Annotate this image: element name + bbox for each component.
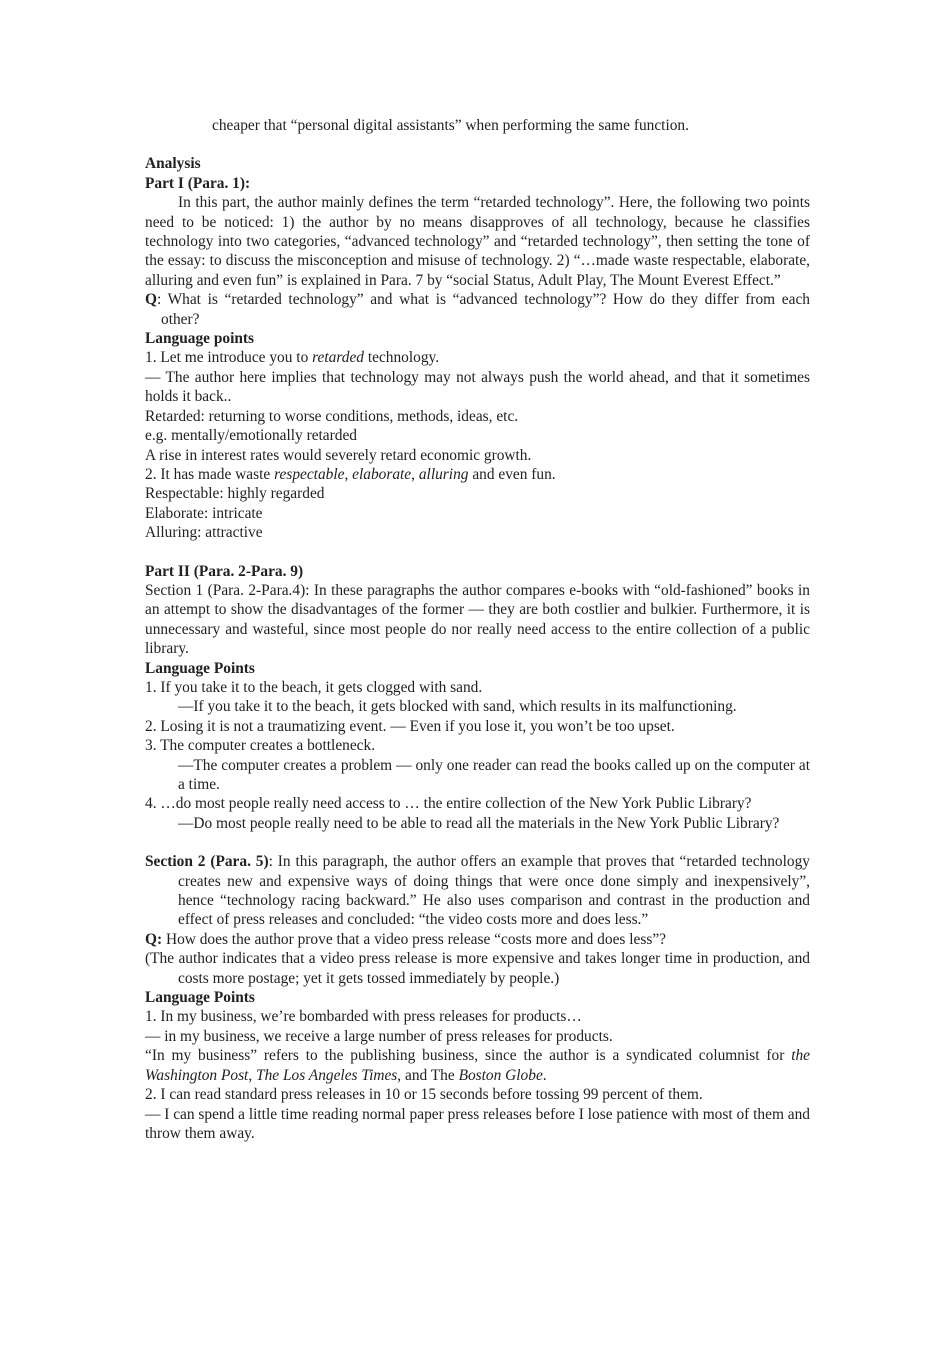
part1-question — [145, 290, 810, 329]
part1-lp2: 2. It has made waste respectable, elaborate, alluring and even fun. — [145, 465, 556, 483]
question-label: Q — [145, 291, 157, 309]
question-label: Q: — [145, 930, 163, 948]
question-text: How does the author prove that a video press release “costs more and does less”? — [162, 930, 666, 948]
section2-lp1-note: — in my business, we receive a large number of press releases for products. — [145, 1027, 613, 1045]
section2-label: Section 2 (Para. 5) — [145, 853, 269, 871]
part2-lp4-note: —Do most people really need to be able to read all the materials in the New York Public Library? — [178, 814, 780, 832]
section2-language-points-heading: Language Points — [145, 989, 255, 1007]
definition-alluring: Alluring: attractive — [145, 524, 263, 542]
section2-answer: (The author indicates that a video press release is more expensive and takes longer time in production, and costs more postage; yet it gets tossed immediately by people.) — [145, 950, 810, 987]
part1-lp1-example: e.g. mentally/emotionally retarded — [145, 427, 357, 445]
part1-lp1-definition: Retarded: returning to worse conditions, methods, ideas, etc. — [145, 407, 519, 425]
definition-elaborate: Elaborate: intricate — [145, 504, 263, 522]
part2-lp2: 2. Losing it is not a traumatizing event. — Even if you lose it, you won’t be too upset. — [145, 717, 675, 735]
analysis-heading: Analysis — [145, 155, 201, 173]
question-text: : What is “retarded technology” and what is “advanced technology”? How do they differ from each other? — [156, 291, 810, 328]
part1-language-points-heading: Language points — [145, 330, 255, 348]
section2-lp1-explanation: “In my business” refers to the publishing business, since the author is a syndicated columnist for the Washington Post, The Los Angeles Times, and The Boston Globe. — [145, 1047, 810, 1084]
section2-lp2: 2. I can read standard press releases in 10 or 15 seconds before tossing 99 percent of them. — [145, 1086, 703, 1104]
section2-lp1: 1. In my business, we’re bombarded with press releases for products… — [145, 1008, 582, 1026]
part2-lp4: 4. …do most people really need access to … the entire collection of the New York Public Library? — [145, 795, 752, 813]
part2-language-points-heading: Language Points — [145, 659, 255, 677]
part1-heading: Part I (Para. 1): — [145, 174, 251, 192]
section2-question — [145, 930, 810, 949]
section1-paragraph: Section 1 (Para. 2-Para.4): In these paragraphs the author compares e-books with “old-fashioned” books in an attempt to show the disadvantages of the former — they are both costlier and bulkier. Furthermore, it is unnecessary and wasteful, since most people do nor really need access to the entire collection of a public library. — [145, 581, 810, 658]
part1-paragraph: In this part, the author mainly defines the term “retarded technology”. Here, the following two points need to be noticed: 1) the author by no means disapproves of all technology, because he classifies technology into two categories, “advanced technology” and “retarded technology”, then setting the tone of the essay: to discuss the misconception and misuse of technology. 2) “…made waste respectable, elaborate, alluring and even fun” is explained in Para. 7 by “social Status, Adult Play, The Mount Everest Effect.” — [145, 194, 810, 289]
part2-lp3: 3. The computer creates a bottleneck. — [145, 737, 376, 755]
part2-heading: Part II (Para. 2-Para. 9) — [145, 562, 304, 580]
section2-lp2-note: — I can spend a little time reading normal paper press releases before I lose patience with most of them and throw them away. — [145, 1105, 810, 1142]
continuation-line: cheaper that “personal digital assistants” when performing the same function. — [212, 117, 689, 134]
section2-text: : In this paragraph, the author offers an example that proves that “retarded technology creates new and expensive ways of doing things that were once done simply and inexpensively”, hence “technology racing backward.” He also uses comparison and contrast in the production and effect of press releases and concluded: “the video costs more and does less.” — [178, 853, 810, 929]
part1-lp1: 1. Let me introduce you to retarded technology. — [145, 349, 440, 367]
definition-respectable: Respectable: highly regarded — [145, 485, 325, 503]
document-page — [145, 116, 810, 1143]
part2-lp3-note: —The computer creates a problem — only one reader can read the books called up on the computer at a time. — [178, 756, 810, 793]
part2-lp1: 1. If you take it to the beach, it gets clogged with sand. — [145, 678, 483, 696]
section2-paragraph — [145, 852, 810, 930]
part1-lp1-example2: A rise in interest rates would severely retard economic growth. — [145, 446, 532, 464]
part2-lp1-note: —If you take it to the beach, it gets blocked with sand, which results in its malfunctioning. — [178, 698, 737, 716]
part1-lp1-note: — The author here implies that technology may not always push the world ahead, and that it sometimes holds it back.. — [145, 368, 810, 406]
